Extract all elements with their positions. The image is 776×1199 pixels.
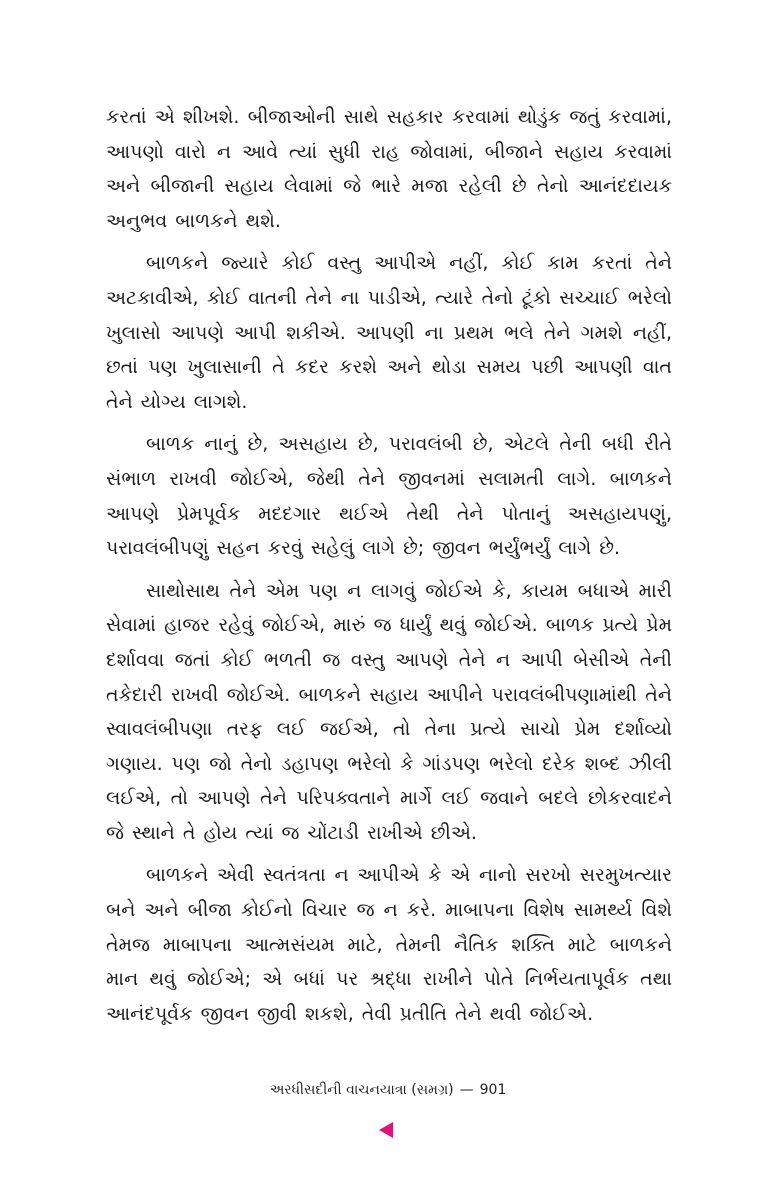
previous-page-arrow-icon[interactable] <box>379 1122 393 1138</box>
paragraph-1: કરતાં એ શીખશે. બીજાઓની સાથે સહકાર કરવામાં થોડુંક જતું કરવામાં, આપણો વારો ન આવે ત્યાં સુધી રાહ જોવામાં, બીજાને સહાય કરવામાં અને બીજાની સહાય લેવામાં જે ભારે મજા રહેલી છે તેનો આનંદદાયક અનુભવ બાળકને થશે. <box>106 106 672 232</box>
paragraph-3: બાળક નાનું છે, અસહાય છે, પરાવલંબી છે, એટલે તેની બધી રીતે સંભાળ રાખવી જોઈએ, જેથી તેને જીવનમાં સલામતી લાગે. બાળકને આપણે પ્રેમપૂર્વક મદદગાર થઈએ તેથી તેને પોતાનું અસહાયપણું, પરાવલંબીપણું સહન કરવું સહેલું લાગે છે; જીવન ભર્યુંભર્યું લાગે છે. <box>106 433 672 560</box>
paragraph-5: બાળકને એવી સ્વતંત્રતા ન આપીએ કે એ નાનો સરખો સરમુખત્યાર બને અને બીજા કોઈનો વિચાર જ ન કરે. માબાપના વિશેષ સામર્થ્ય વિશે તેમજ માબાપના આત્મસંયમ માટે, તેમની નૈતિક શક્તિ માટે બાળકને માન થવું જોઈએ; એ બધાં પર શ્રદ્ધા રાખીને પોતે નિર્ભયતાપૂર્વક તથા આનંદપૂર્વક જીવન જીવી શકશે, તેવી પ્રતીતિ તેને થવી જોઈએ. <box>106 864 672 1025</box>
footer-separator: — <box>459 1082 474 1098</box>
paragraph-2: બાળકને જ્યારે કોઈ વસ્તુ આપીએ નહીં, કોઈ કામ કરતાં તેને અટકાવીએ, કોઈ વાતની તેને ના પાડીએ, ત્યારે તેનો ટૂંકો સચ્ચાઈ ભરેલો ખુલાસો આપણે આપી શકીએ. આપણી ના પ્રથમ ભલે તેને ગમશે નહીં, છતાં પણ ખુલાસાની તે કદર કરશે અને થોડા સમય પછી આપણી વાત તેને યોગ્ય લાગશે. <box>106 252 672 413</box>
page-number: 901 <box>479 1082 507 1098</box>
paragraph-4: સાથોસાથ તેને એમ પણ ન લાગવું જોઈએ કે, કાયમ બધાએ મારી સેવામાં હાજર રહેવું જોઈએ, મારું જ ધાર્યું થવું જોઈએ. બાળક પ્રત્યે પ્રેમ દર્શાવવા જતાં કોઈ ભળતી જ વસ્તુ આપણે તેને ન આપી બેસીએ તેની તકેદારી રાખવી જોઈએ. બાળકને સહાય આપીને પરાવલંબીપણામાંથી તેને સ્વાવલંબીપણા તરફ લઈ જઈએ, તો તેના પ્રત્યે સાચો પ્રેમ દર્શાવ્યો ગણાય. પણ જો તેનો ડહાપણ ભરેલો કે ગાંડપણ ભરેલો દરેક શબ્દ ઝીલી લઈએ, તો આપણે તેને પરિપક્વતાને માર્ગે લઈ જવાને બદલે છોકરવાદને જે સ્થાને તે હોય ત્યાં જ ચોંટાડી રાખીએ છીએ. <box>106 579 672 844</box>
page-body-text <box>106 100 672 1039</box>
footer-book-title: અરધીસદીની વાચનયાત્રા (સમગ્ર) <box>269 1082 454 1098</box>
page-footer <box>0 1080 776 1100</box>
